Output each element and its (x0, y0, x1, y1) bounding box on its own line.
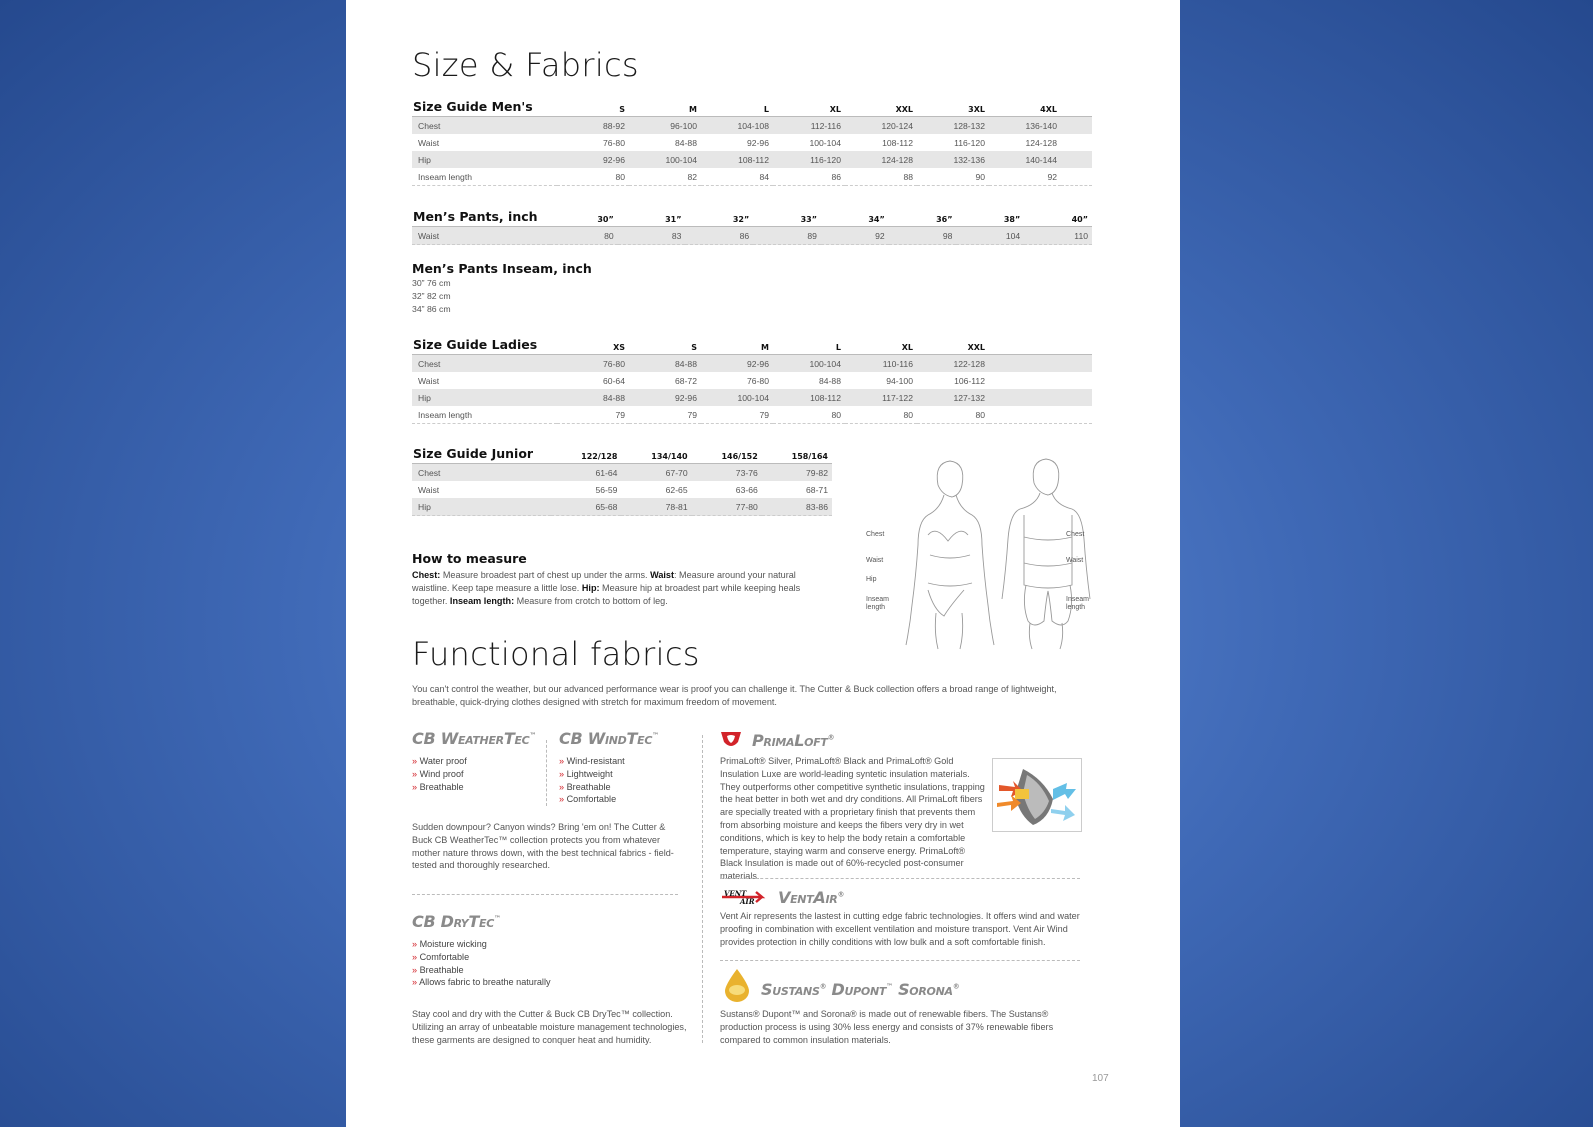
ventair-description: Vent Air represents the lastest in cutting edge fabric technologies. It offers wind and water proofing in combination with excellent ventilation and moisture transport. Vent Air Wind provides protection in chilly conditions with low bulk and a soft comfortable finish. (720, 911, 1080, 947)
table-cell: 100-104 (809, 137, 841, 148)
row-label: Waist (418, 137, 440, 148)
sorona-mark: ® (952, 982, 960, 991)
table-cell: 84-88 (675, 137, 697, 148)
fig-right-waist: Waist (1066, 557, 1084, 564)
primaloft-mark: ® (827, 733, 835, 742)
table-cell: 82 (629, 168, 701, 186)
table-cell: 84 (701, 168, 773, 186)
windtec-features (559, 755, 625, 806)
cell-spacer (1061, 168, 1092, 186)
measure-hip-label: Hip: (581, 582, 600, 593)
column-header: XS (557, 336, 629, 355)
primaloft-name: PrimaLoft (752, 731, 828, 750)
row-label: Hip (412, 498, 551, 516)
table-row (412, 464, 832, 482)
table-cell: 112-116 (773, 117, 845, 135)
table-cell: 108-112 (882, 137, 913, 148)
table-cell: 67-70 (621, 464, 691, 482)
table-cell: 92-96 (701, 355, 773, 373)
table-cell: 80 (557, 168, 629, 186)
column-header: S (557, 98, 629, 117)
sustans-name: Sustans (761, 980, 820, 999)
table-cell: 92-96 (629, 389, 701, 406)
ladies-size-table (412, 336, 1092, 424)
table-cell: 79 (701, 406, 773, 424)
table-cell: 124-128 (1025, 137, 1057, 148)
feature-item: » Comfortable (412, 951, 551, 964)
column-header: L (701, 98, 773, 117)
table-cell: 140-144 (989, 151, 1061, 168)
table-cell: 62-65 (665, 484, 688, 495)
table-cell: 83 (618, 227, 686, 245)
table-cell: 94-100 (886, 375, 913, 386)
windtec-name: CB WindTec (559, 729, 653, 748)
measurement-figure (866, 455, 1096, 650)
cell-spacer (1061, 151, 1092, 168)
table-row (412, 372, 1092, 389)
column-header: 36” (889, 208, 957, 227)
column-header: XXL (917, 336, 989, 355)
cell-spacer (989, 406, 1092, 424)
table-cell: 90 (917, 168, 989, 186)
svg-text:VENT: VENT (724, 889, 747, 898)
weathertec-features (412, 755, 467, 793)
column-header: 4XL (989, 98, 1061, 117)
column-header: L (773, 336, 845, 355)
cell-spacer (989, 355, 1092, 373)
primaloft-logo (752, 731, 834, 750)
column-header: 33” (753, 208, 821, 227)
column-header: 38” (956, 208, 1024, 227)
table-cell: 92-96 (747, 137, 769, 148)
divider (720, 878, 1080, 879)
primaloft-diagram (992, 758, 1082, 832)
column-header: XXL (845, 98, 917, 117)
table-cell: 76-80 (747, 375, 769, 386)
inseam-line: 30” 76 cm (412, 278, 451, 288)
table-cell: 80 (845, 406, 917, 424)
mens-pants-table (412, 208, 1092, 245)
body-sketch-icon (866, 455, 1096, 650)
table-cell: 84-88 (557, 389, 629, 406)
column-header: 3XL (917, 98, 989, 117)
table-cell: 117-122 (845, 389, 917, 406)
inseam-title: Men’s Pants Inseam, inch (412, 261, 592, 276)
table-cell: 56-59 (595, 484, 618, 495)
fig-left-chest: Chest (866, 531, 885, 538)
table-cell: 92 (989, 168, 1061, 186)
sustans-description: Sustans® Dupont™ and Sorona® is made out of renewable fibers. The Sustans® production process is using 30% less energy and consists of 37% renewable fibers compared to common insulation materials. (720, 1009, 1054, 1045)
table-cell: 61-64 (551, 464, 621, 482)
primaloft-description: PrimaLoft® Silver, PrimaLoft® Black and PrimaLoft® Gold Insulation Luxe are world-leading syntetic insulation materials. They outperforms other competitive synthetic insulations, trapping the heat better in both wet and dry conditions. All PrimaLoft fibers are specially treated with a proprietary finish that prevents them from absorbing moisture and keeps the fibers very dry in wet conditions, which is key to help the body retain a comfortable temperature, staying warm and conserve energy. PrimaLoft® Black Insulation is made out of 60%-recycled post-consumer materials. (720, 756, 985, 882)
measure-waist-text: : Measure around your natural waistline. Keep tape measure a little lose. (412, 570, 796, 593)
measure-hip-text: Measure hip at broadest part while keeping heals together. (412, 582, 801, 606)
sorona-name: Sorona (892, 980, 953, 999)
measure-inseam-label: Inseam length: (449, 595, 515, 606)
insulation-diagram-icon (993, 759, 1081, 831)
table-cell: 84-88 (629, 355, 701, 373)
weather-description: Sudden downpour? Canyon winds? Bring 'em on! The Cutter & Buck CB WeatherTec™ collection protects you from whatever mother nature throws down, with the best technical fabrics - field-tested and thoroughly researched. (412, 822, 674, 871)
row-label: Chest (412, 355, 557, 373)
windtec-logo (559, 729, 659, 748)
mens-size-table (412, 98, 1092, 186)
row-label: Chest (412, 117, 557, 135)
table-cell: 124-128 (845, 151, 917, 168)
table-cell: 92-96 (557, 151, 629, 168)
divider (412, 894, 678, 895)
table-cell: 79 (557, 406, 629, 424)
fig-left-hip: Hip (866, 576, 877, 583)
drytec-name: CB DryTec (412, 912, 495, 931)
table-cell: 79 (629, 406, 701, 424)
column-divider (702, 735, 703, 1043)
column-header: 34” (821, 208, 889, 227)
table-title: Size Guide Ladies (412, 336, 557, 355)
feature-item: » Moisture wicking (412, 938, 551, 951)
feature-item: » Lightweight (559, 768, 625, 781)
svg-text:AIR: AIR (740, 897, 755, 906)
table-cell: 80 (550, 227, 618, 245)
table-cell: 80 (773, 406, 845, 424)
row-label: Chest (412, 464, 551, 482)
inseam-list (412, 277, 451, 315)
inseam-line: 32” 82 cm (412, 290, 451, 301)
column-header: M (701, 336, 773, 355)
row-label: Hip (412, 389, 557, 406)
primaloft-badge-icon (720, 730, 742, 750)
column-header: 30” (550, 208, 618, 227)
table-cell: 110-116 (845, 355, 917, 373)
feature-item: » Wind proof (412, 768, 467, 781)
page-number: 107 (1092, 1073, 1109, 1084)
sustans-mark: ® (819, 982, 827, 991)
sustans-drop-icon (724, 968, 750, 1002)
cell-spacer (1061, 134, 1092, 151)
weathertec-name: CB WeatherTec (412, 729, 530, 748)
table-row (412, 355, 1092, 373)
measure-inseam-text: Measure from crotch to bottom of leg. (514, 595, 668, 606)
row-label: Inseam length (412, 406, 557, 424)
table-cell: 106-112 (954, 375, 985, 386)
table-row (412, 498, 832, 516)
functional-intro: You can't control the weather, but our advanced performance wear is proof you can challenge it. The Cutter & Buck collection offers a broad range of lightweight, breathable, quick-drying clothes designed with stretch for maximum freedom of movement. (412, 684, 1057, 707)
table-cell: 120-124 (845, 117, 917, 135)
table-cell: 122-128 (917, 355, 989, 373)
table-title: Size Guide Men's (412, 98, 557, 117)
table-cell: 86 (773, 168, 845, 186)
ventair-name: VentAir (778, 888, 838, 907)
page-title: Size & Fabrics (412, 46, 639, 84)
row-label: Waist (418, 375, 440, 386)
feature-item: » Allows fabric to breathe naturally (412, 976, 551, 989)
table-cell: 92 (821, 227, 889, 245)
table-cell: 77-80 (692, 498, 762, 516)
drytec-mark: ™ (494, 914, 501, 923)
table-cell: 89 (753, 227, 821, 245)
column-header: 40” (1024, 208, 1092, 227)
table-cell: 84-88 (819, 375, 841, 386)
column-header: 146/152 (692, 445, 762, 464)
table-cell: 60-64 (603, 375, 625, 386)
fig-left-inseam: Inseam length (866, 596, 889, 611)
feature-item: » Breathable (412, 781, 467, 794)
column-header: 32” (685, 208, 753, 227)
table-cell: 116-120 (773, 151, 845, 168)
dupont-name: Dupont (826, 980, 887, 999)
table-row (412, 389, 1092, 406)
sustans-logo (761, 980, 959, 999)
table-cell: 88-92 (557, 117, 629, 135)
table-cell: 78-81 (621, 498, 691, 516)
feature-item: » Breathable (412, 964, 551, 977)
table-cell: 63-66 (735, 484, 758, 495)
table-cell: 132-136 (917, 151, 989, 168)
table-cell: 100-104 (629, 151, 701, 168)
header-spacer (1061, 98, 1092, 117)
feature-item: » Comfortable (559, 793, 625, 806)
functional-title: Functional fabrics (412, 635, 700, 673)
drytec-logo (412, 912, 501, 931)
table-cell: 80 (917, 406, 989, 424)
table-cell: 104-108 (701, 117, 773, 135)
drytec-features (412, 938, 551, 989)
table-cell: 104 (956, 227, 1024, 245)
table-cell: 68-71 (806, 484, 828, 495)
measure-chest-text: Measure broadest part of chest up under the arms. (440, 570, 651, 580)
cell-spacer (989, 389, 1092, 406)
table-cell: 79-82 (762, 464, 832, 482)
table-cell: 128-132 (917, 117, 989, 135)
table-cell: 65-68 (551, 498, 621, 516)
cell-spacer (989, 372, 1092, 389)
inseam-line: 34” 86 cm (412, 303, 451, 314)
row-label: Waist (418, 484, 440, 495)
table-cell: 86 (685, 227, 753, 245)
measure-title: How to measure (412, 551, 527, 566)
dupont-mark: ™ (886, 982, 893, 991)
column-header: XL (773, 98, 845, 117)
weathertec-logo (412, 729, 536, 748)
catalog-page (346, 0, 1180, 1127)
table-row (412, 168, 1092, 186)
table-cell: 76-80 (557, 355, 629, 373)
header-spacer (989, 336, 1092, 355)
table-cell: 127-132 (917, 389, 989, 406)
measure-text (412, 569, 832, 607)
table-cell: 100-104 (701, 389, 773, 406)
feature-item: » Breathable (559, 781, 625, 794)
table-title: Size Guide Junior (412, 445, 551, 464)
table-row (412, 227, 1092, 245)
fig-right-inseam: Inseam length (1066, 596, 1089, 611)
table-title: Men’s Pants, inch (412, 208, 550, 227)
fig-right-chest: Chest (1066, 531, 1085, 538)
column-header: XL (845, 336, 917, 355)
cell-spacer (1061, 117, 1092, 135)
column-header: 158/164 (762, 445, 832, 464)
table-cell: 83-86 (762, 498, 832, 516)
windtec-mark: ™ (652, 731, 659, 740)
ventair-logo (778, 888, 844, 907)
table-row (412, 151, 1092, 168)
row-label: Inseam length (412, 168, 557, 186)
column-header: M (629, 98, 701, 117)
table-row (412, 406, 1092, 424)
ventair-mark: ® (837, 890, 845, 899)
table-cell: 73-76 (692, 464, 762, 482)
feature-item: » Water proof (412, 755, 467, 768)
drytec-description: Stay cool and dry with the Cutter & Buck CB DryTec™ collection. Utilizing an array of unbeatable moisture management technologies, these garments are designed to conquer heat and humidity. (412, 1009, 687, 1045)
table-cell: 110 (1024, 227, 1092, 245)
table-cell: 98 (889, 227, 957, 245)
table-cell: 96-100 (629, 117, 701, 135)
row-label: Waist (412, 227, 550, 245)
measure-chest-label: Chest: (412, 570, 441, 580)
feature-item: » Wind-resistant (559, 755, 625, 768)
table-cell: 108-112 (701, 151, 773, 168)
row-label: Hip (412, 151, 557, 168)
table-cell: 108-112 (773, 389, 845, 406)
table-row (412, 134, 1092, 151)
measure-waist-label: Waist (650, 570, 674, 580)
table-cell: 88 (845, 168, 917, 186)
divider (546, 740, 547, 806)
junior-size-table (412, 445, 832, 516)
table-cell: 76-80 (603, 137, 625, 148)
divider (720, 960, 1080, 961)
table-cell: 136-140 (989, 117, 1061, 135)
column-header: S (629, 336, 701, 355)
table-cell: 116-120 (954, 137, 985, 148)
table-cell: 68-72 (675, 375, 697, 386)
table-row (412, 117, 1092, 135)
column-header: 134/140 (621, 445, 691, 464)
weathertec-mark: ™ (529, 731, 537, 740)
column-header: 31” (618, 208, 686, 227)
table-row (412, 481, 832, 498)
table-cell: 100-104 (773, 355, 845, 373)
fig-left-waist: Waist (866, 557, 884, 564)
column-header: 122/128 (551, 445, 621, 464)
ventair-badge-icon (720, 888, 768, 906)
